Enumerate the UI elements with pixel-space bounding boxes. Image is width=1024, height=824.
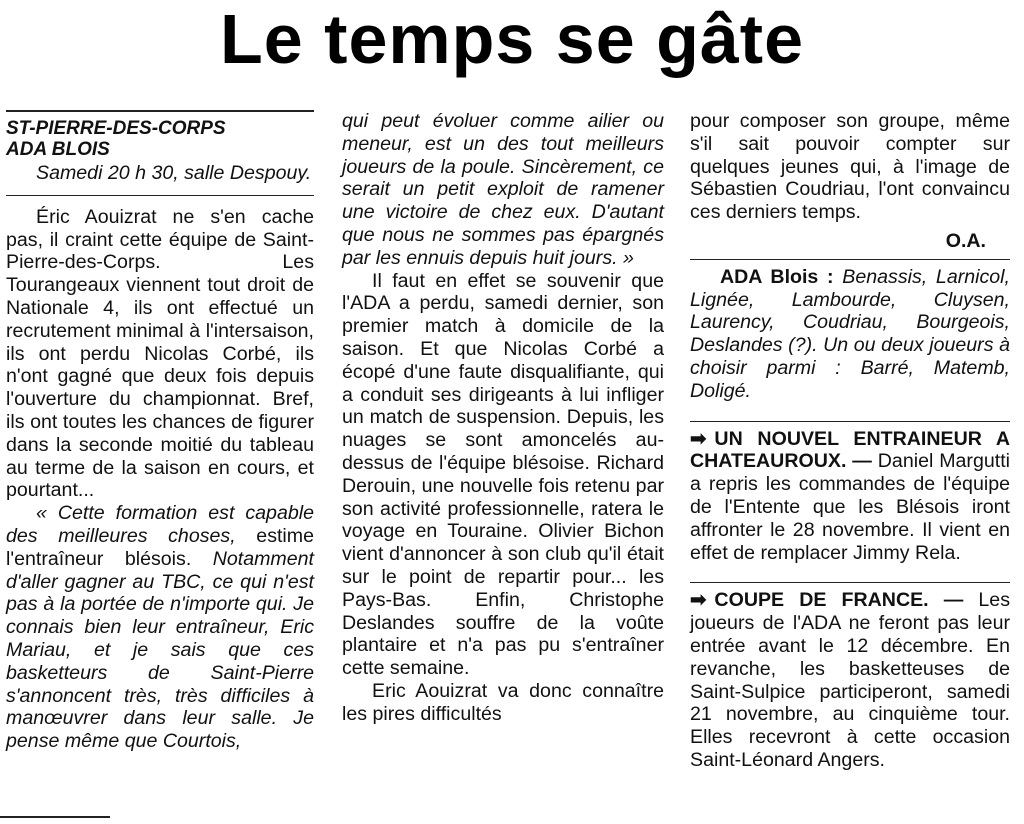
brief-1 bbox=[690, 428, 1010, 565]
roster-box bbox=[690, 259, 1010, 403]
article-quote bbox=[6, 502, 314, 753]
roster-label: ADA Blois : bbox=[720, 265, 834, 288]
article-paragraph-3: Eric Aouizrat va donc connaître les pires difficultés bbox=[342, 679, 664, 725]
top-rule bbox=[6, 110, 314, 112]
venue-rule bbox=[6, 195, 314, 196]
brief-1-text: Daniel Margutti a repris les commandes de l'équipe de l'Entente que les Blésois iront affronter le 28 novembre. Il vient en effet de remplacer Jimmy Rela. bbox=[690, 450, 1010, 564]
brief-2-text: Les joueurs de l'ADA ne feront pas leur entrée avant le 12 décembre. En revanche, les basketteuses de Saint-Sulpice participeront, samedi 21 novembre, au cinquième tour. Elles recevront à cette occasion Saint-Léonard Angers. bbox=[690, 589, 1010, 771]
brief-1-title: UN NOUVEL ENTRAINEUR A CHATEAUROUX. — bbox=[690, 427, 1010, 473]
match-team-home: ST-PIERRE-DES-CORPS bbox=[6, 118, 226, 139]
article-paragraph-2: Il faut en effet se souvenir que l'ADA a perdu, samedi dernier, son premier match à domicile de la saison. Et que Nicolas Corbé a écopé d'une faute disqualifiante, qui a conduit ses dirigeants à lui infliger un match de suspension. Depuis, les nuages se sont amoncelés au-dessus de l'équipe blésoise. Richard Derouin, une nouvelle fois retenu par son activité professionnelle, ratera le voyage en Touraine. Olivier Bichon vient d'annoncer à son club qu'il était sur le point de repartir pour... les Pays-Bas. Enfin, Christophe Deslandes souffre de la voûte plantaire et n'a pas pu s'entraîner cette semaine. bbox=[342, 269, 664, 680]
match-venue: Samedi 20 h 30, salle Despouy. bbox=[36, 162, 312, 184]
brief-chateauroux bbox=[690, 421, 1010, 565]
quote-start: « Cette formation est capable des meilleures choses, bbox=[6, 502, 314, 547]
article-continued: pour composer son groupe, même s'il sait pouvoir compter sur quelques jeunes qui, à l'image de Sébastien Coudriau, l'ont convaincu ces derniers temps. bbox=[690, 110, 1010, 224]
quote-attribution: estime l'entraîneur blésois. bbox=[6, 524, 315, 570]
match-team-away: ADA BLOIS bbox=[6, 139, 110, 160]
column-2 bbox=[342, 110, 664, 726]
brief-2 bbox=[690, 589, 1010, 771]
column-3 bbox=[690, 110, 1010, 772]
arrow-right-icon: ➡ bbox=[690, 427, 707, 450]
headline: Le temps se gâte bbox=[220, 0, 804, 78]
brief-2-title: COUPE DE FRANCE. — bbox=[714, 589, 964, 612]
quote-rest: Notamment d'aller gagner au TBC, ce qui n'est pas à la portée de n'importe qui. Je connais bien leur entraîneur, Eric Mariau, et je sais que ces basketteurs de Saint-Pierre s'annoncent très, très difficiles à manœuvrer dans leur salle. Je pense même que Courtois, bbox=[6, 547, 314, 753]
roster bbox=[690, 266, 1010, 403]
arrow-right-icon: ➡ bbox=[690, 589, 707, 612]
roster-names: Benassis, Larnicol, Lignée, Lambourde, Cluysen, Laurency, Coudriau, Bourgeois, Deslandes (?). Un ou deux joueurs à choisir parmi : Barré, Matemb, Doligé. bbox=[690, 265, 1010, 402]
quote-continued: qui peut évoluer comme ailier ou meneur, est un des tout meilleurs joueurs de la poule. Sincèrement, ce serait un petit exploit de ramener une victoire de chez eux. D'autant que nous ne sommes pas épargnés par les ennuis depuis huit jours. » bbox=[342, 110, 664, 269]
column-1 bbox=[6, 110, 314, 753]
article-paragraph-1: Éric Aouizrat ne s'en cache pas, il craint cette équipe de Saint-Pierre-des-Corps. Les Tourangeaux viennent tout droit de Nationale 4, ils ont effectué un recrutement minimal à l'intersaison, ils ont perdu Nicolas Corbé, ils n'ont gagné que deux fois depuis l'ouverture du championnat. Bref, ils ont toutes les chances de figurer dans la seconde moitié du tableau au terme de la saison en cours, et pourtant... bbox=[6, 205, 314, 502]
brief-coupe-de-france bbox=[690, 582, 1010, 771]
bottom-rule bbox=[0, 816, 110, 818]
match-teams bbox=[6, 118, 314, 160]
author-signature: O.A. bbox=[945, 229, 986, 252]
